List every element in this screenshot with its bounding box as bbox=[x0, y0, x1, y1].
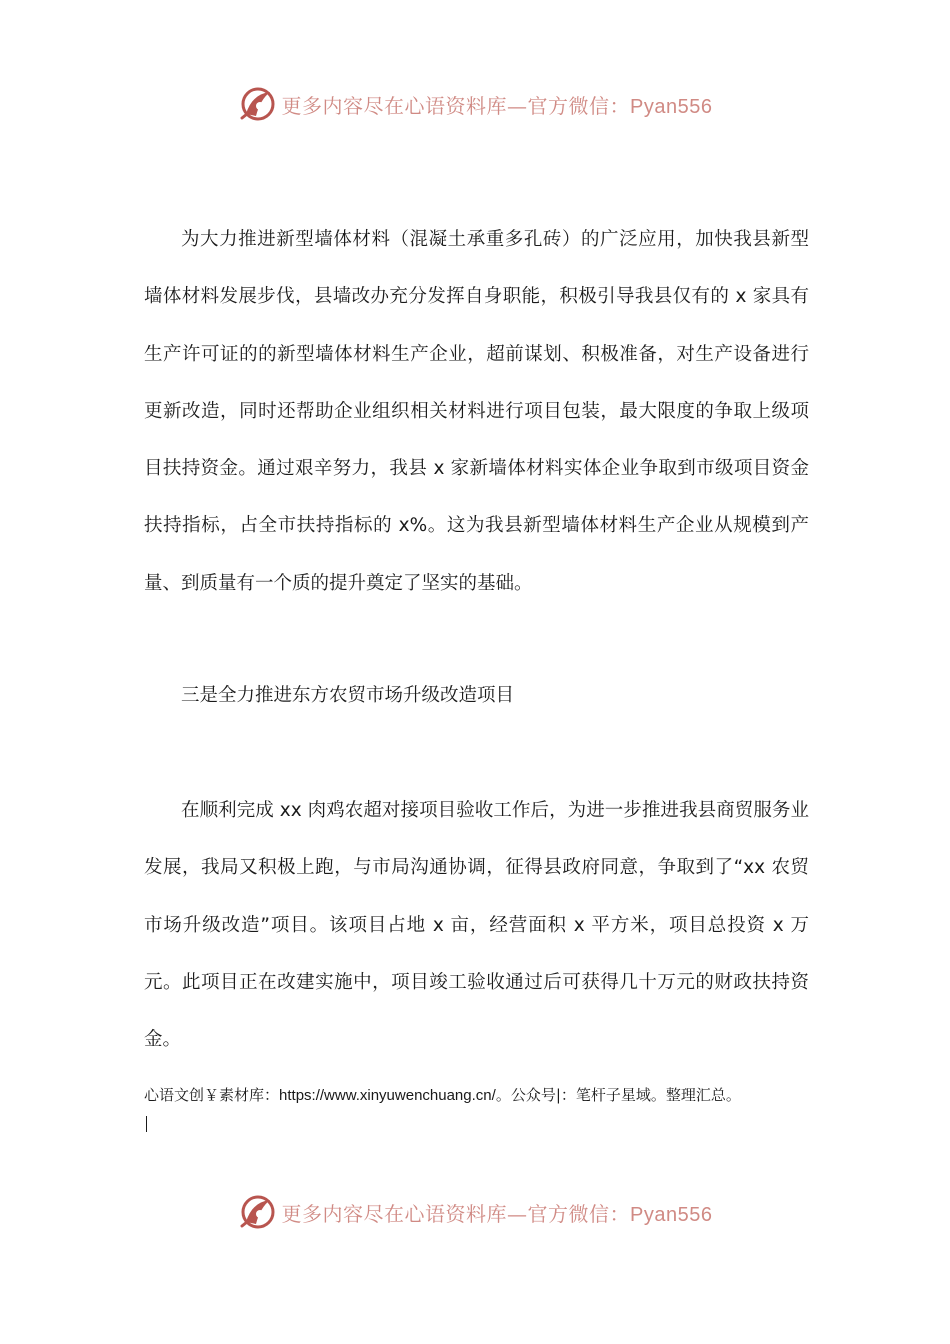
source-url[interactable]: https://www.xinyuwenchuang.cn/ bbox=[279, 1087, 496, 1104]
source-note: 心语文创￥素材库：https://www.xinyuwenchuang.cn/。公众号|：笔杆子星域。整理汇总。 bbox=[144, 1086, 741, 1104]
banner-text: 更多内容尽在心语资料库—官方微信：Pyan556 bbox=[281, 1201, 713, 1226]
banner-wechat-id: Pyan556 bbox=[630, 1203, 713, 1226]
banner-wechat-id: Pyan556 bbox=[630, 95, 713, 118]
header-banner bbox=[0, 80, 950, 128]
text-cursor bbox=[146, 1116, 147, 1132]
banner-text: 更多内容尽在心语资料库—官方微信：Pyan556 bbox=[281, 93, 713, 118]
body-paragraph-2: 在顺利完成 xx 肉鸡农超对接项目验收工作后，为进一步推进我县商贸服务业发展，我局又积极上跑，与市局沟通协调，征得县政府同意，争取到了“xx 农贸市场升级改造”项目。该项目占地 x 亩，经营面积 x 平方米，项目总投资 x 万元。此项目正在改建实施中，项目竣工验收通过后可获得几十万元的财政扶持资金。 bbox=[144, 800, 809, 1051]
logo-emblem-icon bbox=[238, 84, 278, 124]
body-paragraph-1: 为大力推进新型墙体材料（混凝土承重多孔砖）的广泛应用，加快我县新型墙体材料发展步伐，县墙改办充分发挥自身职能，积极引导我县仅有的 x 家具有生产许可证的的新型墙体材料生产企业，超前谋划、积极准备，对生产设备进行更新改造，同时还帮助企业组织相关材料进行项目包装，最大限度的争取上级项目扶持资金。通过艰辛努力，我县 x 家新墙体材料实体企业争取到市级项目资金扶持指标，占全市扶持指标的 x%。这为我县新型墙体材料生产企业从规模到产量、到质量有一个质的提升奠定了坚实的基础。 bbox=[144, 229, 809, 594]
logo-emblem-icon bbox=[238, 1192, 278, 1232]
footer-banner bbox=[0, 1188, 950, 1236]
section-heading: 三是全力推进东方农贸市场升级改造项目 bbox=[181, 685, 515, 706]
